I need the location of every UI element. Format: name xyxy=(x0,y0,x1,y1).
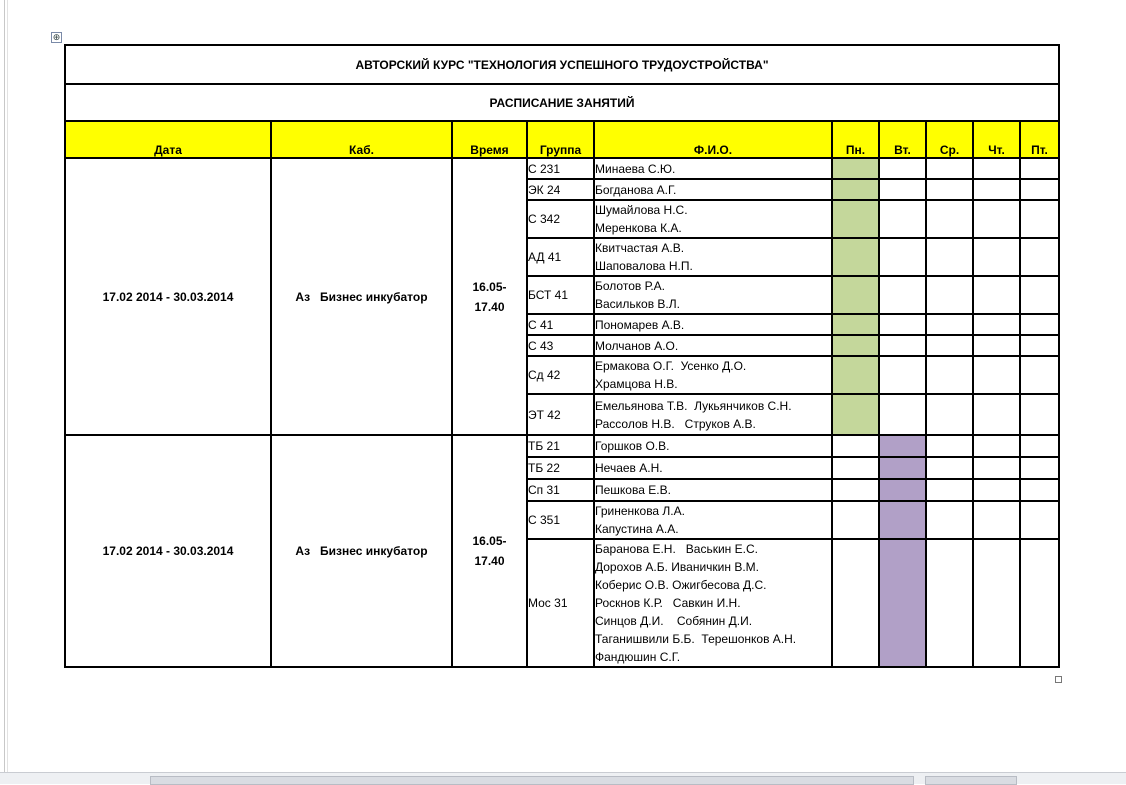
day-cell-wed xyxy=(926,479,973,501)
time-start: 16.05- xyxy=(472,279,507,294)
day-cell-thu xyxy=(973,335,1020,356)
fio-cell xyxy=(594,501,832,539)
student-name: Пешкова Е.В. xyxy=(595,483,671,497)
group-cell: БСТ 41 xyxy=(527,276,594,314)
view-buttons[interactable] xyxy=(925,776,1017,785)
col-header-date: Дата xyxy=(65,121,271,158)
time-end: 17.40 xyxy=(474,299,505,314)
col-header-time: Время xyxy=(452,121,527,158)
day-cell-wed xyxy=(926,539,973,667)
col-header-fio: Ф.И.О. xyxy=(594,121,832,158)
day-cell-thu xyxy=(973,314,1020,335)
day-cell-wed xyxy=(926,200,973,238)
col-header-thu: Чт. xyxy=(973,121,1020,158)
group-cell: ЭК 24 xyxy=(527,179,594,200)
day-cell-thu xyxy=(973,200,1020,238)
day-cell-mon xyxy=(832,457,879,479)
day-cell-fri xyxy=(1020,200,1059,238)
day-cell-tue xyxy=(879,276,926,314)
horizontal-scrollbar[interactable] xyxy=(150,776,914,785)
date-cell: 17.02 2014 - 30.03.2014 xyxy=(65,435,271,667)
student-name: Меренкова К.А. xyxy=(595,221,682,235)
day-cell-thu xyxy=(973,356,1020,394)
day-cell-wed xyxy=(926,238,973,276)
student-name: Емельянова Т.В. Лукьянчиков С.Н. xyxy=(595,398,792,413)
fio-cell xyxy=(594,356,832,394)
day-cell-mon xyxy=(832,539,879,667)
day-cell-tue xyxy=(879,356,926,394)
day-cell-thu xyxy=(973,158,1020,179)
page-left-edge xyxy=(4,0,5,783)
day-cell-mon xyxy=(832,501,879,539)
day-cell-thu xyxy=(973,276,1020,314)
table-resize-handle[interactable] xyxy=(1055,676,1062,683)
time-cell xyxy=(452,158,527,435)
group-cell: С 43 xyxy=(527,335,594,356)
day-cell-tue xyxy=(879,394,926,435)
time-cell xyxy=(452,435,527,667)
table-move-handle-icon[interactable]: ⊕ xyxy=(52,32,61,42)
group-cell: С 41 xyxy=(527,314,594,335)
student-name: Синцов Д.И. Собянин Д.И. xyxy=(595,614,753,628)
fio-cell xyxy=(594,158,832,179)
day-cell-thu xyxy=(973,394,1020,435)
student-name: Коберис О.В. Ожигбесова Д.С. xyxy=(595,578,767,592)
group-cell: Мос 31 xyxy=(527,539,594,667)
day-cell-tue xyxy=(879,457,926,479)
fio-cell xyxy=(594,457,832,479)
day-cell-mon xyxy=(832,158,879,179)
time-start: 16.05- xyxy=(472,534,507,548)
fio-cell xyxy=(594,276,832,314)
day-cell-fri xyxy=(1020,335,1059,356)
day-cell-mon xyxy=(832,335,879,356)
day-cell-thu xyxy=(973,539,1020,667)
student-name: Шумайлова Н.С. xyxy=(595,203,688,217)
col-header-tue: Вт. xyxy=(879,121,926,158)
day-cell-thu xyxy=(973,501,1020,539)
fio-cell xyxy=(594,314,832,335)
day-cell-mon xyxy=(832,314,879,335)
fio-cell xyxy=(594,335,832,356)
col-header-group: Группа xyxy=(527,121,594,158)
day-cell-wed xyxy=(926,276,973,314)
day-cell-mon xyxy=(832,238,879,276)
fio-cell xyxy=(594,394,832,435)
day-cell-fri xyxy=(1020,276,1059,314)
day-cell-fri xyxy=(1020,457,1059,479)
document-title: АВТОРСКИЙ КУРС "ТЕХНОЛОГИЯ УСПЕШНОГО ТРУДОУСТРОЙСТВА" xyxy=(65,45,1059,84)
group-cell: ТБ 22 xyxy=(527,457,594,479)
group-cell: С 351 xyxy=(527,501,594,539)
day-cell-wed xyxy=(926,179,973,200)
col-header-room: Каб. xyxy=(271,121,452,158)
day-cell-mon xyxy=(832,179,879,200)
day-cell-mon xyxy=(832,479,879,501)
student-name: Фандюшин С.Г. xyxy=(595,650,681,664)
table-row xyxy=(65,435,1059,457)
student-name: Горшков О.В. xyxy=(595,439,670,453)
document-subtitle: РАСПИСАНИЕ ЗАНЯТИЙ xyxy=(65,84,1059,121)
day-cell-tue xyxy=(879,314,926,335)
day-cell-wed xyxy=(926,158,973,179)
student-name: Богданова А.Г. xyxy=(595,182,677,197)
day-cell-thu xyxy=(973,479,1020,501)
col-header-wed: Ср. xyxy=(926,121,973,158)
schedule-table xyxy=(64,44,1060,668)
day-cell-fri xyxy=(1020,158,1059,179)
group-cell: ТБ 21 xyxy=(527,435,594,457)
day-cell-fri xyxy=(1020,314,1059,335)
student-name: Рассолов Н.В. Струков А.В. xyxy=(595,416,756,431)
student-name: Пономарев А.В. xyxy=(595,317,685,332)
student-name: Молчанов А.О. xyxy=(595,338,679,353)
day-cell-tue xyxy=(879,179,926,200)
day-cell-mon xyxy=(832,356,879,394)
day-cell-tue xyxy=(879,335,926,356)
fio-cell xyxy=(594,200,832,238)
day-cell-tue xyxy=(879,501,926,539)
day-cell-fri xyxy=(1020,539,1059,667)
fio-cell xyxy=(594,479,832,501)
day-cell-wed xyxy=(926,457,973,479)
student-name: Шаповалова Н.П. xyxy=(595,259,693,273)
day-cell-wed xyxy=(926,356,973,394)
day-cell-fri xyxy=(1020,179,1059,200)
student-name: Нечаев А.Н. xyxy=(595,461,663,475)
fio-cell xyxy=(594,238,832,276)
room-cell: Аз Бизнес инкубатор xyxy=(271,158,452,435)
fio-cell xyxy=(594,539,832,667)
fio-cell xyxy=(594,179,832,200)
student-name: Ермакова О.Г. Усенко Д.О. xyxy=(595,359,747,373)
day-cell-thu xyxy=(973,179,1020,200)
table-row xyxy=(65,158,1059,179)
student-name: Таганишвили Б.Б. Терешонков А.Н. xyxy=(595,632,797,646)
day-cell-mon xyxy=(832,276,879,314)
student-name: Болотов Р.А. xyxy=(595,279,665,293)
day-cell-wed xyxy=(926,314,973,335)
day-cell-thu xyxy=(973,457,1020,479)
student-name: Гриненкова Л.А. xyxy=(595,504,685,518)
day-cell-thu xyxy=(973,238,1020,276)
group-cell: ЭТ 42 xyxy=(527,394,594,435)
day-cell-tue xyxy=(879,479,926,501)
student-name: Минаева С.Ю. xyxy=(595,161,676,176)
group-cell: Сп 31 xyxy=(527,479,594,501)
student-name: Квитчастая А.В. xyxy=(595,241,685,255)
day-cell-wed xyxy=(926,335,973,356)
student-name: Васильков В.Л. xyxy=(595,297,680,311)
student-name: Баранова Е.Н. Васькин Е.С. xyxy=(595,542,758,556)
room-cell: Аз Бизнес инкубатор xyxy=(271,435,452,667)
page-left-edge-shadow xyxy=(7,0,8,783)
day-cell-tue xyxy=(879,238,926,276)
student-name: Роскнов К.Р. Савкин И.Н. xyxy=(595,596,741,610)
day-cell-fri xyxy=(1020,394,1059,435)
day-cell-mon xyxy=(832,200,879,238)
group-cell: АД 41 xyxy=(527,238,594,276)
day-cell-tue xyxy=(879,539,926,667)
col-header-mon: Пн. xyxy=(832,121,879,158)
col-header-fri: Пт. xyxy=(1020,121,1059,158)
day-cell-mon xyxy=(832,435,879,457)
group-cell: С 231 xyxy=(527,158,594,179)
day-cell-fri xyxy=(1020,501,1059,539)
day-cell-fri xyxy=(1020,435,1059,457)
day-cell-tue xyxy=(879,158,926,179)
student-name: Храмцова Н.В. xyxy=(595,377,678,391)
day-cell-tue xyxy=(879,200,926,238)
day-cell-thu xyxy=(973,435,1020,457)
day-cell-wed xyxy=(926,394,973,435)
day-cell-fri xyxy=(1020,356,1059,394)
group-cell: Сд 42 xyxy=(527,356,594,394)
day-cell-wed xyxy=(926,501,973,539)
day-cell-wed xyxy=(926,435,973,457)
time-end: 17.40 xyxy=(474,554,505,568)
student-name: Капустина А.А. xyxy=(595,522,679,536)
day-cell-fri xyxy=(1020,238,1059,276)
date-cell: 17.02 2014 - 30.03.2014 xyxy=(65,158,271,435)
student-name: Дорохов А.Б. Иваничкин В.М. xyxy=(595,560,759,574)
group-cell: С 342 xyxy=(527,200,594,238)
day-cell-fri xyxy=(1020,479,1059,501)
fio-cell xyxy=(594,435,832,457)
day-cell-mon xyxy=(832,394,879,435)
day-cell-tue xyxy=(879,435,926,457)
